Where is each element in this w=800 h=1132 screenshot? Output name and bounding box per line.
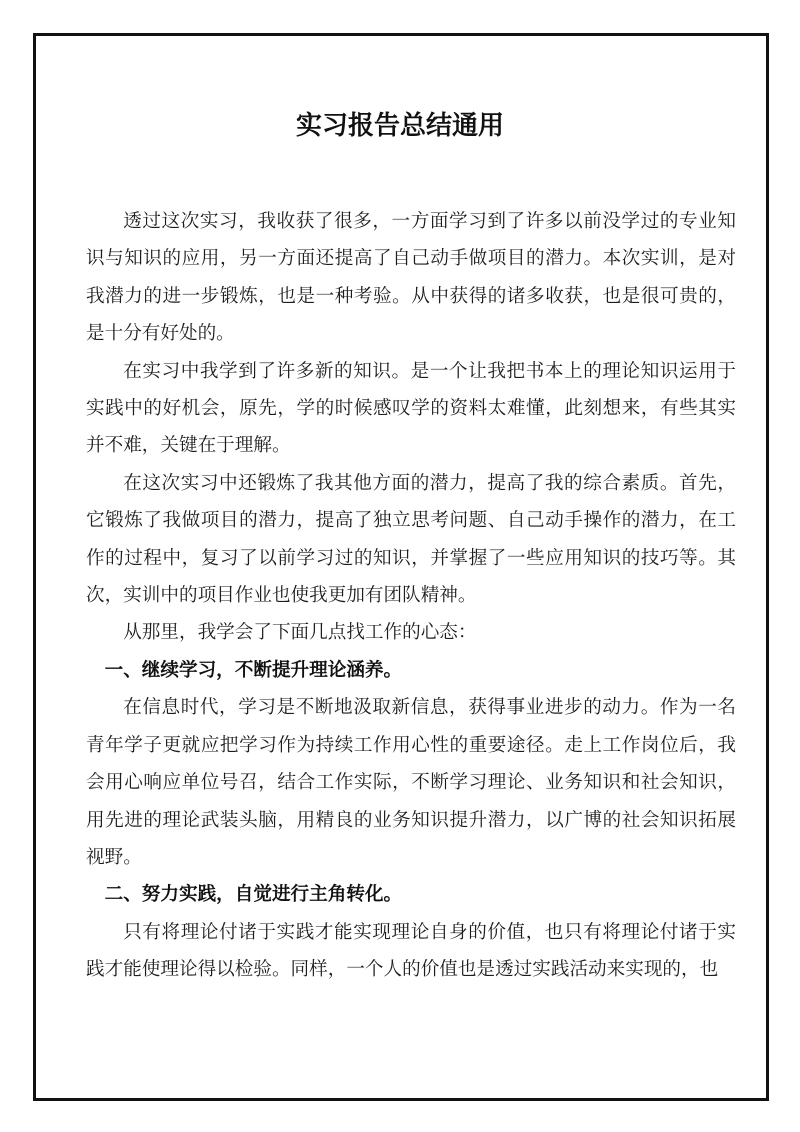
paragraph-job-mindset-intro: 从那里，我学会了下面几点找工作的心态： xyxy=(123,622,477,644)
paragraph-intro: 透过这次实习，我收获了很多，一方面学习到了许多以前没学过的专业知识与知识的应用，另一方面还提高了自己动手做项目的潜力。本次实训，是对我潜力的进一步锻炼，也是一种考验。从中获得的诸多收获，也是很可贵的，是十分有好处的。 xyxy=(86,211,736,345)
section-heading-1: 一、继续学习，不断提升理论涵养。 xyxy=(104,659,403,681)
paragraph-new-knowledge: 在实习中我学到了许多新的知识。是一个让我把书本上的理论知识运用于实践中的好机会，原先，学的时候感叹学的资料太难懂，此刻想来，有些其实并不难，关键在于理解。 xyxy=(86,360,736,457)
document-body xyxy=(86,203,736,989)
document-title: 实习报告总结通用 xyxy=(295,111,504,142)
paragraph-continuous-learning: 在信息时代，学习是不断地汲取新信息，获得事业进步的动力。作为一名青年学子更就应把学习作为持续工作用心性的重要途径。走上工作岗位后，我会用心响应单位号召，结合工作实际，不断学习理论、业务知识和社会知识，用先进的理论武装头脑，用精良的业务知识提升潜力，以广博的社会知识拓展视野。 xyxy=(86,697,736,868)
section-heading-2: 二、努力实践，自觉进行主角转化。 xyxy=(104,884,403,906)
paragraph-practice: 只有将理论付诸于实践才能实现理论自身的价值，也只有将理论付诸于实践才能使理论得以检验。同样，一个人的价值也是透过实践活动来实现的，也 xyxy=(86,921,736,981)
paragraph-other-skills: 在这次实习中还锻炼了我其他方面的潜力，提高了我的综合素质。首先，它锻炼了我做项目的潜力，提高了独立思考问题、自己动手操作的潜力，在工作的过程中，复习了以前学习过的知识，并掌握了一些应用知识的技巧等。其次，实训中的项目作业也使我更加有团队精神。 xyxy=(86,472,736,607)
